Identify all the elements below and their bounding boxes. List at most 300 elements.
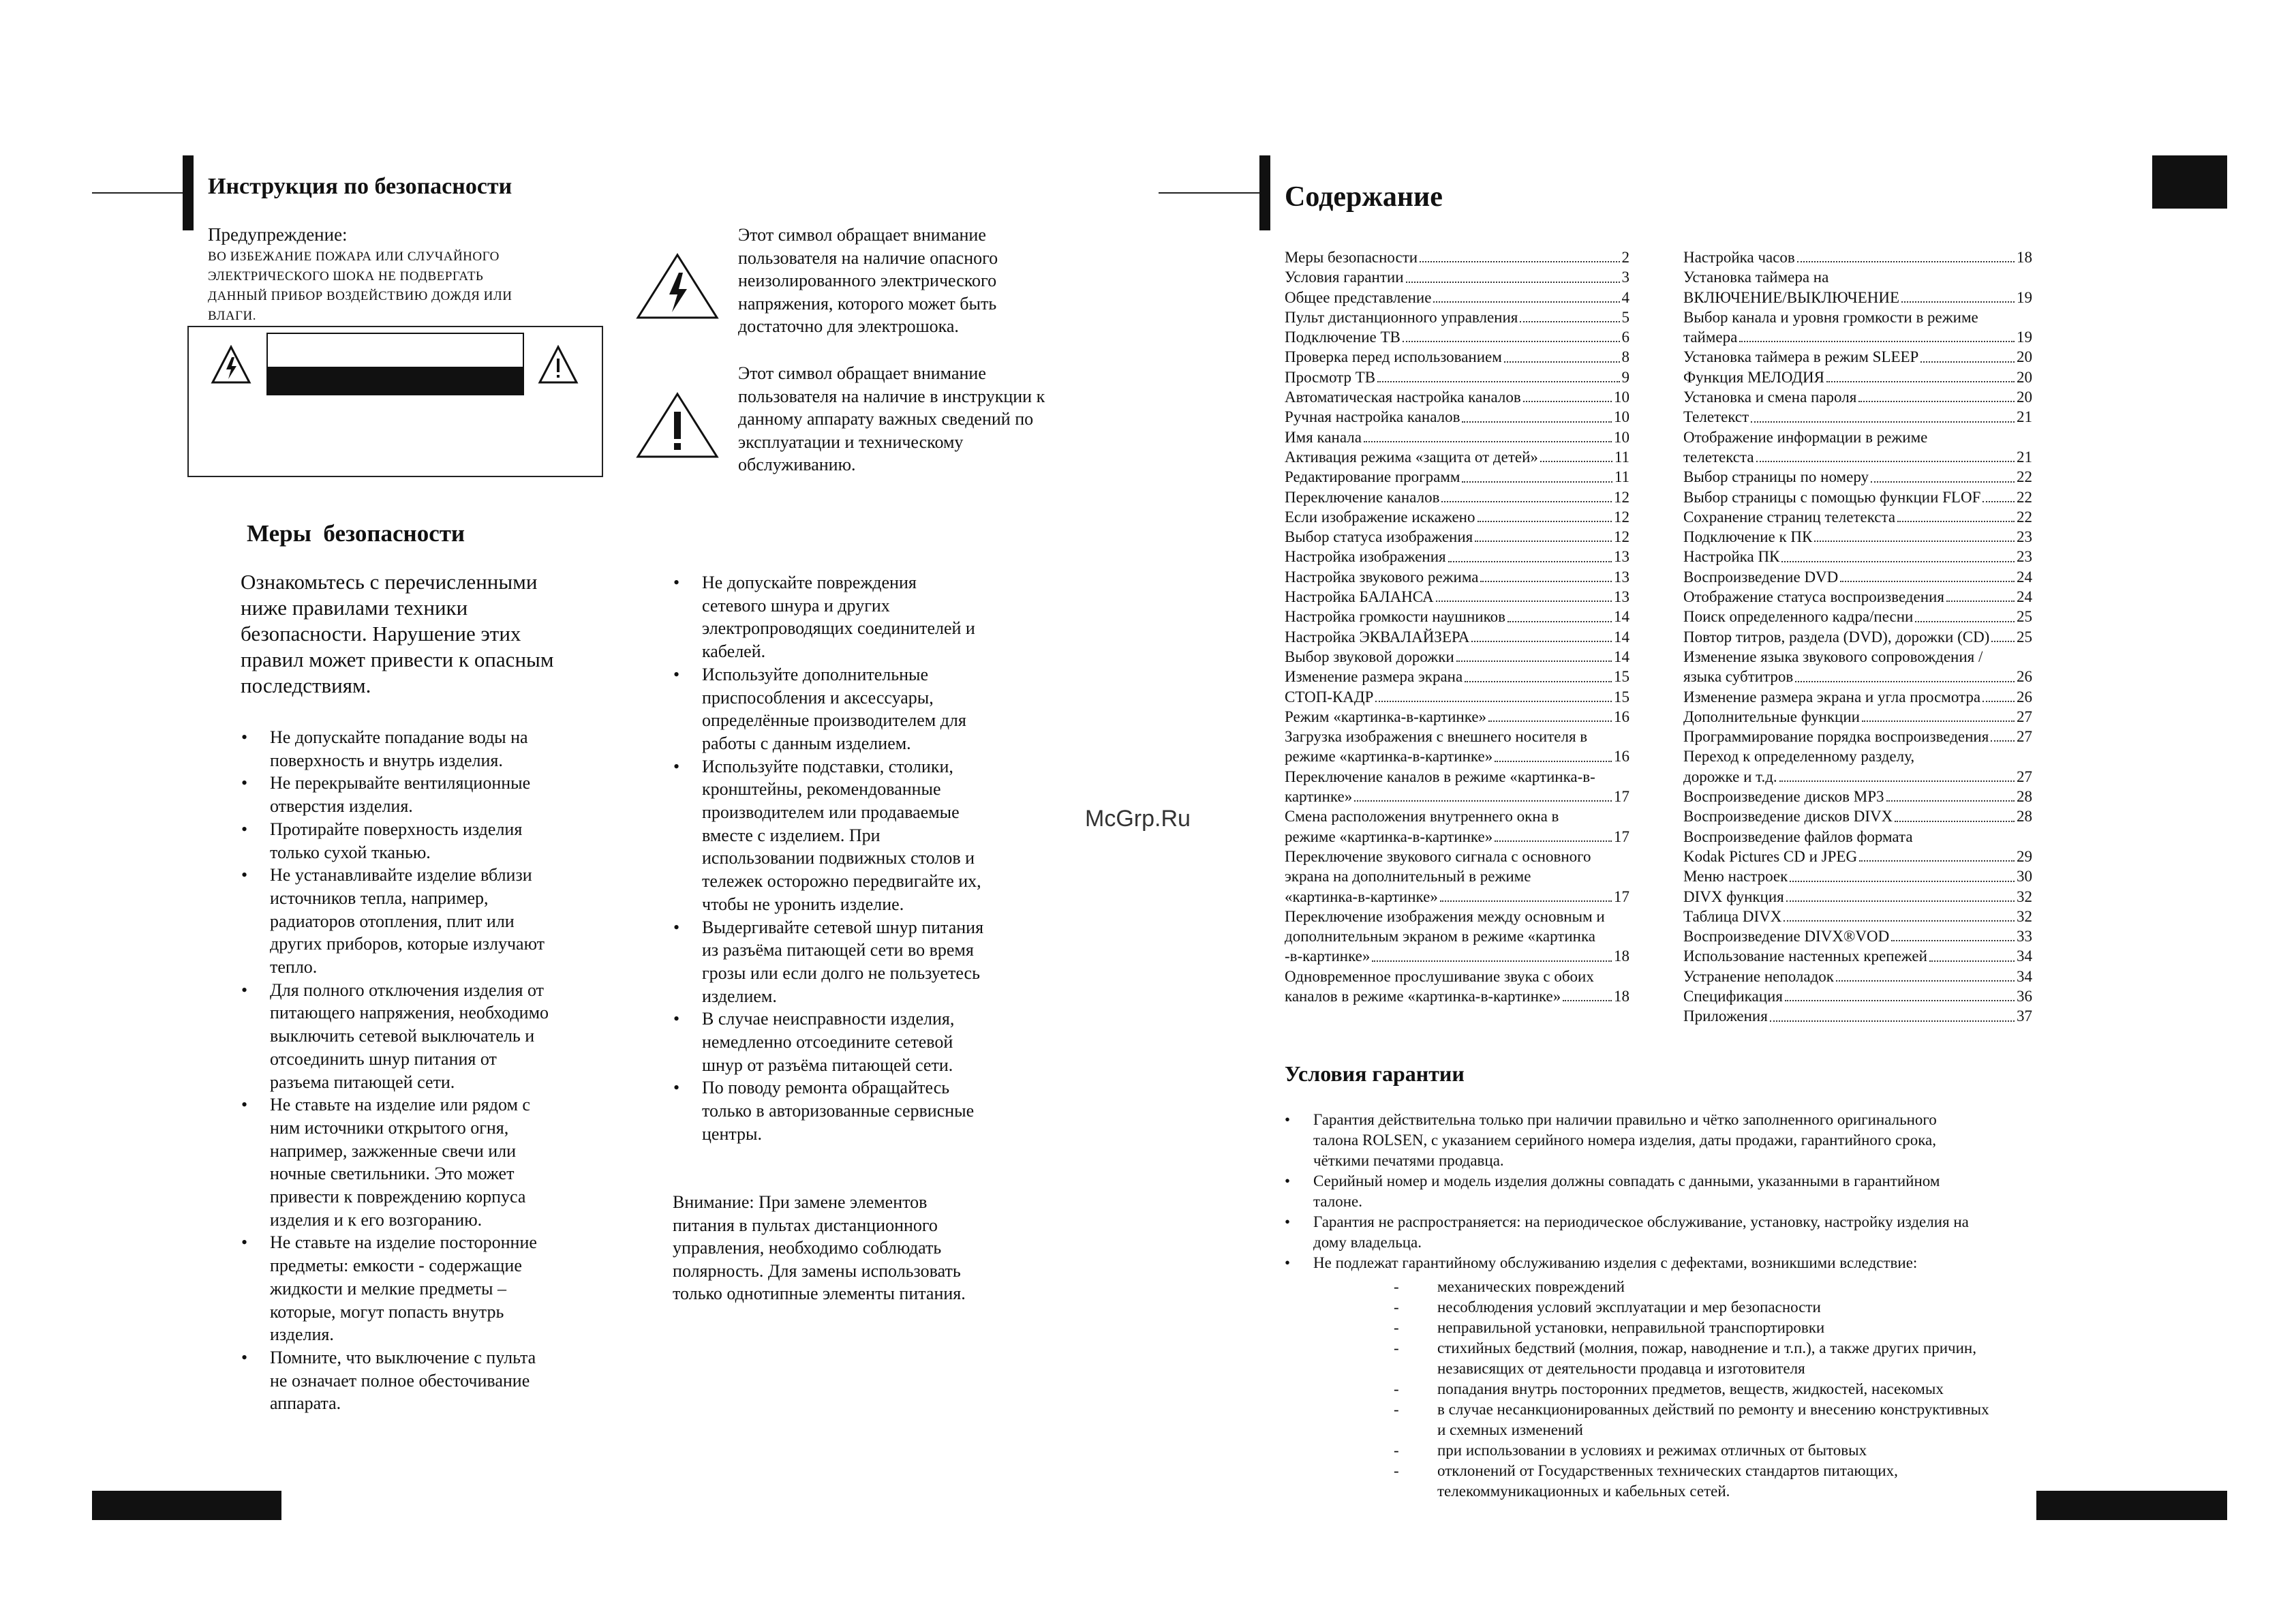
toc-page-number: 20 <box>2017 348 2032 366</box>
list-item-line: • Выдергивайте сетевой шнур питания <box>702 917 984 937</box>
toc-entry[interactable] <box>1285 467 1629 487</box>
toc-row <box>1683 707 2032 727</box>
toc-entry[interactable] <box>1285 367 1629 387</box>
list-item <box>241 979 596 1094</box>
toc-row <box>1683 567 2032 587</box>
toc-page-number: 16 <box>1614 748 1629 765</box>
toc-entry[interactable] <box>1683 267 2032 307</box>
dash-item <box>1394 1318 2062 1338</box>
toc-entry[interactable] <box>1683 887 2032 907</box>
toc-row <box>1285 746 1629 766</box>
list-item-line: электропроводящих соединителей и <box>702 618 975 639</box>
toc-page-number: 25 <box>2017 608 2032 626</box>
list-item-line: • В случае неисправности изделия, <box>702 1009 955 1029</box>
toc-leader <box>1895 821 2015 822</box>
toc-entry[interactable] <box>1285 727 1629 767</box>
list-item-line: неправильной установки, неправильной транспортировки <box>1437 1319 1825 1336</box>
toc-entry[interactable] <box>1683 627 2032 647</box>
toc-entry[interactable] <box>1683 967 2032 986</box>
toc-row <box>1683 447 2032 467</box>
toc-page-number: 12 <box>1614 508 1629 526</box>
list-item-line: • Не перекрывайте вентиляционные <box>270 773 531 793</box>
toc-page-number: 11 <box>1614 468 1629 486</box>
toc-leader <box>1915 621 2015 622</box>
list-item <box>673 1076 1041 1145</box>
list-item <box>241 1093 596 1231</box>
list-item <box>1285 1253 2055 1273</box>
toc-leader <box>1540 461 1612 462</box>
toc-entry[interactable] <box>1683 307 2032 348</box>
toc-entry-line: Изменение языка звукового сопровождения / <box>1683 648 1983 665</box>
toc-entry-line: Установка таймера на <box>1683 269 1829 286</box>
toc-entry[interactable] <box>1683 487 2032 507</box>
list-item-line: изделия. <box>270 1324 334 1345</box>
header-bar-left <box>183 155 194 230</box>
toc-page-number: 13 <box>1614 568 1629 586</box>
list-item-line: поверхность и внутрь изделия. <box>270 750 503 770</box>
dash-item <box>1394 1379 2062 1399</box>
toc-page-number: 37 <box>2017 1007 2032 1025</box>
toc-page-number: 5 <box>1621 308 1629 326</box>
toc-entry[interactable] <box>1285 907 1629 967</box>
toc-leader <box>1886 800 2015 802</box>
warranty-defects-list <box>1394 1277 2062 1502</box>
toc-entry[interactable] <box>1683 907 2032 926</box>
toc-row <box>1683 547 2032 566</box>
toc-label: Изменение размера экрана <box>1285 668 1463 686</box>
toc-entry[interactable] <box>1683 247 2032 267</box>
toc-entry-line: Переключение изображения между основным и <box>1285 907 1605 925</box>
text-line: напряжения, которого может быть <box>738 293 997 314</box>
toc-entry[interactable] <box>1285 547 1629 566</box>
toc-row <box>1285 247 1629 267</box>
dash-marker: - <box>1394 1442 1399 1459</box>
toc-entry[interactable] <box>1285 288 1629 307</box>
toc-page-number: 21 <box>2017 448 2032 466</box>
toc-entry[interactable] <box>1285 587 1629 607</box>
text-line: питания в пультах дистанционного <box>673 1215 938 1235</box>
toc-row <box>1285 607 1629 626</box>
toc-leader <box>1488 721 1612 722</box>
toc-row <box>1285 887 1629 907</box>
toc-label: Настройка ЭКВАЛАЙЗЕРА <box>1285 628 1470 646</box>
dash-item-body <box>1437 1297 1821 1318</box>
toc-entry[interactable] <box>1683 567 2032 587</box>
toc-entry-line: дополнительным экраном в режиме «картинка <box>1285 928 1595 945</box>
toc-label: Воспроизведение дисков DIVX <box>1683 808 1893 825</box>
list-item-line: использовании подвижных столов и <box>702 848 975 868</box>
toc-page-number: 13 <box>1614 588 1629 606</box>
toc-row <box>1683 347 2032 367</box>
list-item-line: вместе с изделием. При <box>702 825 881 845</box>
warning-line: ДАННЫЙ ПРИБОР ВОЗДЕЙСТВИЮ ДОЖДЯ ИЛИ <box>208 289 512 303</box>
list-item <box>241 864 596 979</box>
toc-label: Установка и смена пароля <box>1683 389 1857 406</box>
list-item <box>673 571 1041 663</box>
toc-page-number: 20 <box>2017 368 2032 386</box>
list-item-line: радиаторов отопления, плит или <box>270 911 515 931</box>
toc-leader <box>1991 641 2015 642</box>
toc-leader <box>1375 701 1612 702</box>
attention-note <box>673 1191 966 1305</box>
text-line: Этот символ обращает внимание <box>738 363 986 383</box>
toc-leader <box>1495 761 1612 762</box>
list-item-line: независящих от деятельности продавца и изготовителя <box>1437 1360 1805 1377</box>
toc-entry[interactable] <box>1683 387 2032 407</box>
toc-page-number: 30 <box>2017 868 2032 885</box>
toc-entry[interactable] <box>1683 727 2032 746</box>
toc-row <box>1683 986 2032 1006</box>
toc-entry[interactable] <box>1683 1006 2032 1026</box>
toc-row <box>1285 627 1629 647</box>
footer-bar-left <box>92 1491 281 1520</box>
dash-marker: - <box>1394 1319 1399 1336</box>
toc-entry[interactable] <box>1285 347 1629 367</box>
toc-page-number: 25 <box>2017 628 2032 646</box>
toc-label: Меню настроек <box>1683 868 1788 885</box>
toc-label: «картинка-в-картинке» <box>1285 888 1438 905</box>
toc-label: Настройка ПК <box>1683 548 1780 566</box>
toc-entry[interactable] <box>1285 647 1629 667</box>
toc-row <box>1285 487 1629 507</box>
toc-entry-line: Загрузка изображения с внешнего носителя в <box>1285 728 1588 746</box>
exclamation-symbol-icon <box>635 391 720 459</box>
list-item-line: шнур от разъёма питающей сети. <box>702 1055 953 1075</box>
toc-entry[interactable] <box>1683 607 2032 626</box>
list-item-line: только в авторизованные сервисные <box>702 1101 975 1121</box>
toc-page-number: 17 <box>1614 788 1629 806</box>
list-item-line: и схемных изменений <box>1437 1421 1583 1438</box>
list-item-line: например, зажженные свечи или <box>270 1140 517 1161</box>
toc-page-number: 3 <box>1621 269 1629 286</box>
toc-entry[interactable] <box>1683 347 2032 367</box>
toc-entry[interactable] <box>1683 527 2032 547</box>
toc-entry-line: Переключение каналов в режиме «картинка-в- <box>1285 768 1595 785</box>
toc-entry[interactable] <box>1285 806 1629 847</box>
toc-entry[interactable] <box>1683 467 2032 487</box>
toc-entry[interactable] <box>1683 866 2032 886</box>
toc-entry[interactable] <box>1683 367 2032 387</box>
list-item <box>673 755 1041 916</box>
toc-label: Меры безопасности <box>1285 249 1418 266</box>
toc-label: ВКЛЮЧЕНИЕ/ВЫКЛЮЧЕНИЕ <box>1683 288 1900 306</box>
toc-entry[interactable] <box>1683 806 2032 826</box>
toc-label: Настройка звукового режима <box>1285 568 1479 586</box>
list-item-line: талона ROLSEN, с указанием серийного номера изделия, даты продажи, гарантийного срока, <box>1313 1132 1937 1149</box>
toc-entry[interactable] <box>1285 767 1629 807</box>
toc-entry[interactable] <box>1683 547 2032 566</box>
toc-leader <box>1354 800 1612 802</box>
toc-label: Просмотр ТВ <box>1285 368 1376 386</box>
list-item-line: талоне. <box>1313 1193 1362 1210</box>
toc-label: Общее представление <box>1285 288 1432 306</box>
toc-entry-line: Выбор канала и уровня громкости в режиме <box>1683 308 1978 326</box>
toc-leader <box>1471 641 1612 642</box>
text-line: безопасности. Нарушение этих <box>241 622 521 646</box>
list-item <box>241 1231 596 1346</box>
toc-row <box>1683 967 2032 986</box>
toc-row <box>1683 527 2032 547</box>
toc-row <box>1285 327 1629 347</box>
toc-leader <box>1814 541 2015 542</box>
toc-entry-line: Переход к определенному разделу, <box>1683 748 1915 765</box>
toc-page-number: 15 <box>1614 668 1629 686</box>
toc-entry[interactable] <box>1683 427 2032 468</box>
toc-label: Выбор страницы с помощью функции FLOF <box>1683 488 1981 506</box>
toc-entry[interactable] <box>1683 687 2032 707</box>
toc-row <box>1683 627 2032 647</box>
toc-entry[interactable] <box>1285 507 1629 527</box>
toc-row <box>1683 587 2032 607</box>
toc-page-number: 9 <box>1621 368 1629 386</box>
toc-page-number: 14 <box>1614 628 1629 646</box>
watermark: McGrp.Ru <box>1085 806 1191 832</box>
toc-entry[interactable] <box>1683 746 2032 787</box>
toc-page-number: 29 <box>2017 847 2032 865</box>
list-item-line: • Не устанавливайте изделие вблизи <box>270 865 532 885</box>
toc-row <box>1285 687 1629 707</box>
safety-list-col1 <box>241 726 596 1415</box>
toc-page-number: 10 <box>1614 408 1629 426</box>
toc-leader <box>1520 321 1619 322</box>
toc-entry[interactable] <box>1285 707 1629 727</box>
toc-label: Выбор звуковой дорожки <box>1285 648 1454 665</box>
dash-marker: - <box>1394 1339 1399 1356</box>
toc-entry[interactable] <box>1285 607 1629 626</box>
dash-marker: - <box>1394 1278 1399 1295</box>
toc-label: Сохранение страниц телетекста <box>1683 508 1896 526</box>
toc-leader <box>1795 681 2015 682</box>
toc-leader <box>1840 581 2015 582</box>
toc-leader <box>1441 501 1612 502</box>
toc-page-number: 36 <box>2017 987 2032 1005</box>
toc-entry[interactable] <box>1285 487 1629 507</box>
list-item <box>241 1346 596 1415</box>
toc-row <box>1683 288 2032 307</box>
toc-entry[interactable] <box>1285 847 1629 907</box>
list-item-line: только сухой тканью. <box>270 842 431 862</box>
list-item-line: изделием. <box>702 986 777 1006</box>
toc-entry[interactable] <box>1683 946 2032 966</box>
toc-row <box>1285 647 1629 667</box>
toc-label: Воспроизведение DVD <box>1683 568 1839 586</box>
list-item-line: источников тепла, например, <box>270 888 489 908</box>
toc-entry[interactable] <box>1285 307 1629 327</box>
toc-row <box>1683 727 2032 746</box>
toc-row <box>1683 866 2032 886</box>
toc-label: Подключение к ПК <box>1683 528 1813 546</box>
list-item-line: • Не допускайте повреждения <box>702 573 917 592</box>
list-item-line: • Протирайте поверхность изделия <box>270 819 523 839</box>
toc-page-number: 18 <box>1614 947 1629 965</box>
list-item <box>241 772 596 817</box>
measures-title: Меры безопасности <box>247 520 465 547</box>
dash-item-body <box>1437 1461 1898 1502</box>
safety-title: Инструкция по безопасности <box>208 174 512 199</box>
toc-label: Автоматическая настройка каналов <box>1285 389 1521 406</box>
toc-entry[interactable] <box>1285 407 1629 427</box>
list-item-line: приспособления и аксессуары, <box>702 687 934 708</box>
warning-box-band <box>268 367 523 394</box>
toc-row <box>1285 667 1629 686</box>
toc-entry[interactable] <box>1285 527 1629 547</box>
toc-row <box>1683 946 2032 966</box>
toc-entry[interactable] <box>1285 387 1629 407</box>
list-item <box>1285 1171 2055 1212</box>
list-item-line: • Используйте дополнительные <box>702 664 929 684</box>
toc-leader <box>1751 421 2015 423</box>
toc-page-number: 17 <box>1614 888 1629 905</box>
toc-leader <box>1462 421 1612 423</box>
toc-entry[interactable] <box>1683 926 2032 946</box>
list-item-line: в случае несанкционированных действий по ремонту и внесению конструктивных <box>1437 1401 1989 1418</box>
toc-entry[interactable] <box>1285 627 1629 647</box>
toc-row <box>1683 607 2032 626</box>
toc-leader <box>1797 261 2015 262</box>
toc-row <box>1683 407 2032 427</box>
text-line: неизолированного электрического <box>738 271 997 290</box>
toc-leader <box>1920 361 2015 363</box>
toc-label: Выбор страницы по номеру <box>1683 468 1869 486</box>
toc-label: СТОП-КАДР <box>1285 688 1374 706</box>
toc-page-number: 8 <box>1621 348 1629 366</box>
dash-marker: - <box>1394 1380 1399 1397</box>
lightning-icon <box>211 345 251 384</box>
list-item-line: чёткими печатями продавца. <box>1313 1152 1504 1169</box>
toc-entry[interactable] <box>1285 247 1629 267</box>
toc-entry[interactable] <box>1285 667 1629 686</box>
toc-entry[interactable] <box>1683 407 2032 427</box>
toc-label: Ручная настройка каналов <box>1285 408 1460 426</box>
list-item-line: стихийных бедствий (молния, пожар, наводнение и т.п.), а также других причин, <box>1437 1339 1976 1356</box>
toc-row <box>1683 507 2032 527</box>
list-item-line: • По поводу ремонта обращайтесь <box>702 1078 950 1098</box>
toc-row <box>1683 907 2032 926</box>
toc-page-number: 28 <box>2017 788 2032 806</box>
dash-item <box>1394 1399 2062 1440</box>
dash-item-body <box>1437 1379 1944 1399</box>
toc-entry-line: Смена расположения внутреннего окна в <box>1285 808 1559 825</box>
toc-leader <box>1871 481 2015 483</box>
toc-label: Телетекст <box>1683 408 1749 426</box>
toc-entry[interactable] <box>1285 267 1629 287</box>
toc-leader <box>1983 701 2015 702</box>
toc-entry[interactable] <box>1683 507 2032 527</box>
list-item-line: телекоммуникационных и кабельных сетей. <box>1437 1483 1730 1500</box>
toc-page-number: 28 <box>2017 808 2032 825</box>
toc-page-number: 26 <box>2017 688 2032 706</box>
toc-label: Условия гарантии <box>1285 269 1404 286</box>
toc-page-number: 34 <box>2017 967 2032 985</box>
toc-entry[interactable] <box>1285 327 1629 347</box>
toc-page-number: 14 <box>1614 648 1629 665</box>
warning-line: ВЛАГИ. <box>208 309 257 323</box>
list-item-line: ним источники открытого огня, <box>270 1117 509 1138</box>
toc-leader <box>1858 401 2015 402</box>
list-item-line: жидкости и мелкие предметы – <box>270 1278 507 1299</box>
toc-row <box>1683 387 2032 407</box>
list-item-line: которые, могут попасть внутрь <box>270 1301 504 1322</box>
toc-entry[interactable] <box>1285 967 1629 1007</box>
toc-entry[interactable] <box>1683 707 2032 727</box>
dash-item-body <box>1437 1399 1989 1440</box>
toc-page-number: 33 <box>2017 928 2032 945</box>
toc-entry[interactable] <box>1285 447 1629 467</box>
list-item-line: отклонений от Государственных технических стандартов питающих, <box>1437 1462 1898 1479</box>
toc-page-number: 18 <box>2017 249 2032 266</box>
toc-page-number: 26 <box>2017 668 2032 686</box>
list-item-line: несоблюдения условий эксплуатации и мер безопасности <box>1437 1299 1821 1316</box>
toc-row <box>1683 926 2032 946</box>
toc-label: Настройка изображения <box>1285 548 1446 566</box>
safety-list-col2 <box>673 571 1041 1146</box>
dash-item-body <box>1437 1318 1824 1338</box>
toc-row <box>1285 407 1629 427</box>
list-item-line: отсоединить шнур питания от <box>270 1048 497 1069</box>
exclamation-symbol-text <box>738 362 1045 476</box>
toc-entry[interactable] <box>1285 687 1629 707</box>
toc-page-number: 23 <box>2017 548 2032 566</box>
toc-entry[interactable] <box>1683 647 2032 687</box>
list-item-line: при использовании в условиях и режимах отличных от бытовых <box>1437 1442 1867 1459</box>
toc-page-number: 22 <box>2017 508 2032 526</box>
list-item-line: чтобы не уронить изделие. <box>702 894 904 914</box>
toc-entry[interactable] <box>1683 827 2032 867</box>
toc-row <box>1683 806 2032 826</box>
toc-page-number: 10 <box>1614 389 1629 406</box>
toc-entry[interactable] <box>1683 787 2032 806</box>
list-item-line: • Гарантия действительна только при наличии правильно и чётко заполненного оригинального <box>1313 1111 1937 1128</box>
text-line: последствиям. <box>241 673 371 697</box>
toc-leader <box>1790 881 2015 882</box>
list-item <box>1285 1110 2055 1171</box>
list-item <box>241 818 596 864</box>
toc-label: Использование настенных крепежей <box>1683 947 1927 965</box>
dash-marker: - <box>1394 1401 1399 1418</box>
toc-entry[interactable] <box>1683 986 2032 1006</box>
toc-row <box>1285 707 1629 727</box>
dash-marker: - <box>1394 1299 1399 1316</box>
toc-label: Выбор статуса изображения <box>1285 528 1473 546</box>
toc-leader <box>1862 721 2015 722</box>
toc-label: Отображение статуса воспроизведения <box>1683 588 1944 606</box>
text-line: ниже правилами техники <box>241 596 468 620</box>
list-item-line: тепло. <box>270 957 318 977</box>
toc-page-number: 27 <box>2017 708 2032 725</box>
toc-entry[interactable] <box>1285 567 1629 587</box>
text-line: только однотипные элементы питания. <box>673 1284 966 1303</box>
toc-row <box>1683 847 2032 866</box>
toc-entry[interactable] <box>1683 587 2032 607</box>
toc-leader <box>1983 501 2015 502</box>
toc-leader <box>1897 521 2015 522</box>
list-item-line: тележек осторожно передвигайте их, <box>702 871 981 892</box>
warning-label: Предупреждение: <box>208 224 348 245</box>
list-item-line: ночные светильники. Это может <box>270 1164 515 1184</box>
toc-leader <box>1478 521 1612 522</box>
toc-page-number: 11 <box>1614 448 1629 466</box>
warning-box <box>187 326 603 477</box>
toc-label: Воспроизведение DIVX®VOD <box>1683 928 1890 945</box>
toc-row <box>1683 787 2032 806</box>
toc-entry[interactable] <box>1285 427 1629 447</box>
exclamation-icon <box>538 345 579 384</box>
toc-label: Изменение размера экрана и угла просмотра <box>1683 688 1981 706</box>
toc-label: Повтор титров, раздела (DVD), дорожки (CD) <box>1683 628 1990 646</box>
toc-page-number: 13 <box>1614 548 1629 566</box>
toc-label: Пульт дистанционного управления <box>1285 308 1518 326</box>
list-item-line: • Не допускайте попадание воды на <box>270 727 528 747</box>
